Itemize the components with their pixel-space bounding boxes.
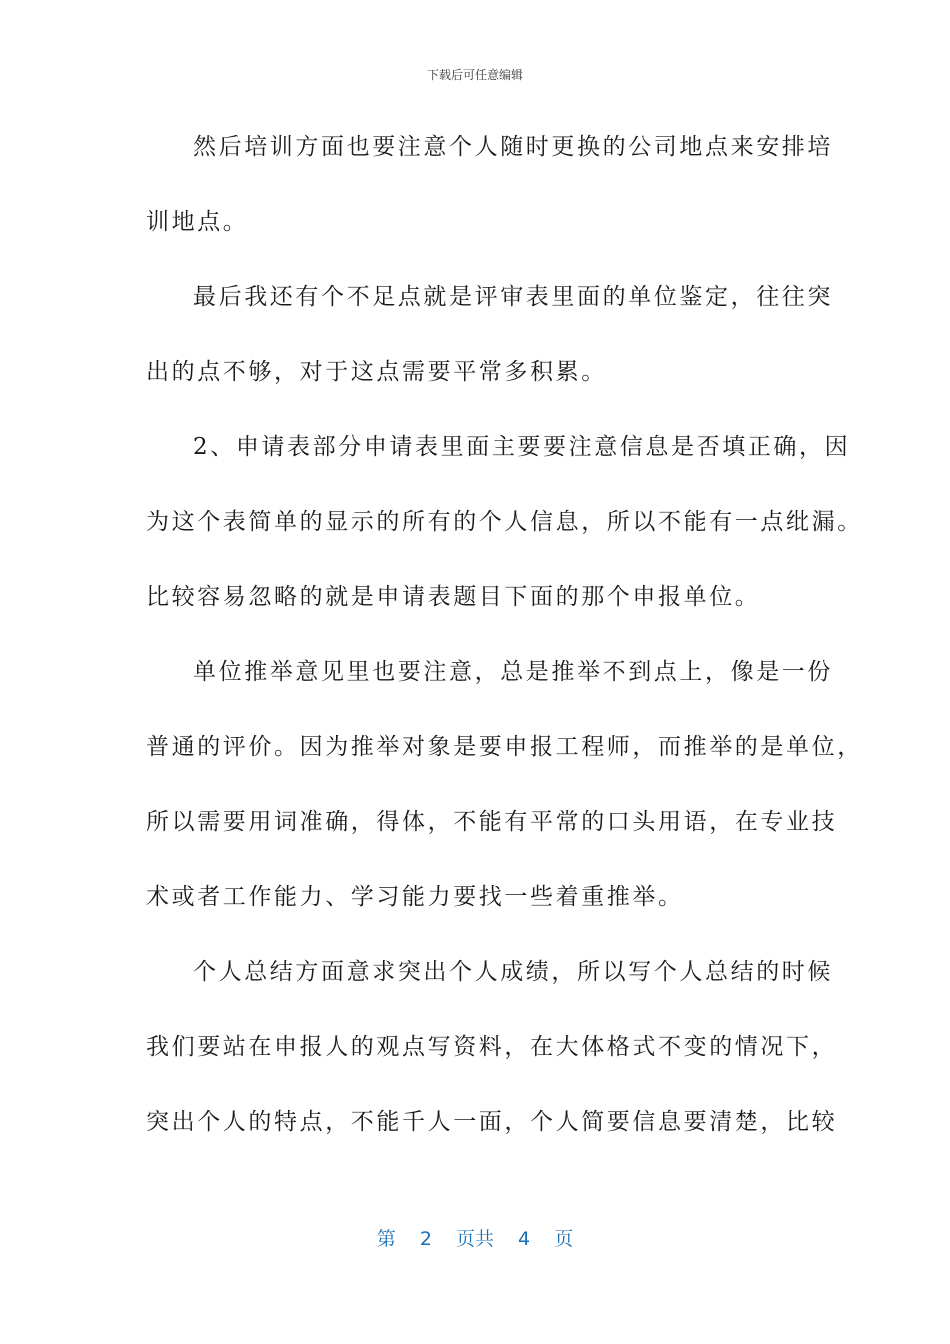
body-line: 突出个人的特点，不能千人一面，个人简要信息要清楚，比较 [146,1109,838,1135]
body-line: 术或者工作能力、学习能力要找一些着重推举。 [146,884,684,910]
footer-page-total: 4 [518,1228,531,1250]
body-line: 最后我还有个不足点就是评审表里面的单位鉴定，往往突 [193,284,833,310]
footer-page-prefix: 第 [376,1228,396,1250]
body-line: 单位推举意见里也要注意，总是推举不到点上，像是一份 [193,659,833,685]
body-line: 比较容易忽略的就是申请表题目下面的那个申报单位。 [146,584,761,610]
body-line: 然后培训方面也要注意个人随时更换的公司地点来安排培 [193,134,833,160]
body-line: 我们要站在申报人的观点写资料，在大体格式不变的情况下， [146,1034,838,1060]
body-line: 为这个表简单的显示的所有的个人信息，所以不能有一点纰漏。 [146,509,863,535]
body-line: 普通的评价。因为推举对象是要申报工程师，而推举的是单位， [146,734,863,760]
body-line: 出的点不够，对于这点需要平常多积累。 [146,359,607,385]
body-line: 2、申请表部分申请表里面主要要注意信息是否填正确，因 [193,434,851,460]
footer-page-middle: 页共 [455,1228,494,1250]
document-body [146,122,863,1172]
body-line: 训地点。 [146,209,249,235]
body-line: 个人总结方面意求突出个人成绩，所以写个人总结的时候 [193,959,833,985]
footer-page-number: 2 [419,1228,432,1250]
body-line: 所以需要用词准确，得体，不能有平常的口头用语，在专业技 [146,809,838,835]
footer-page-suffix: 页 [554,1228,574,1250]
page-header: 下载后可任意编辑 [426,68,523,82]
page-footer [0,1224,950,1251]
